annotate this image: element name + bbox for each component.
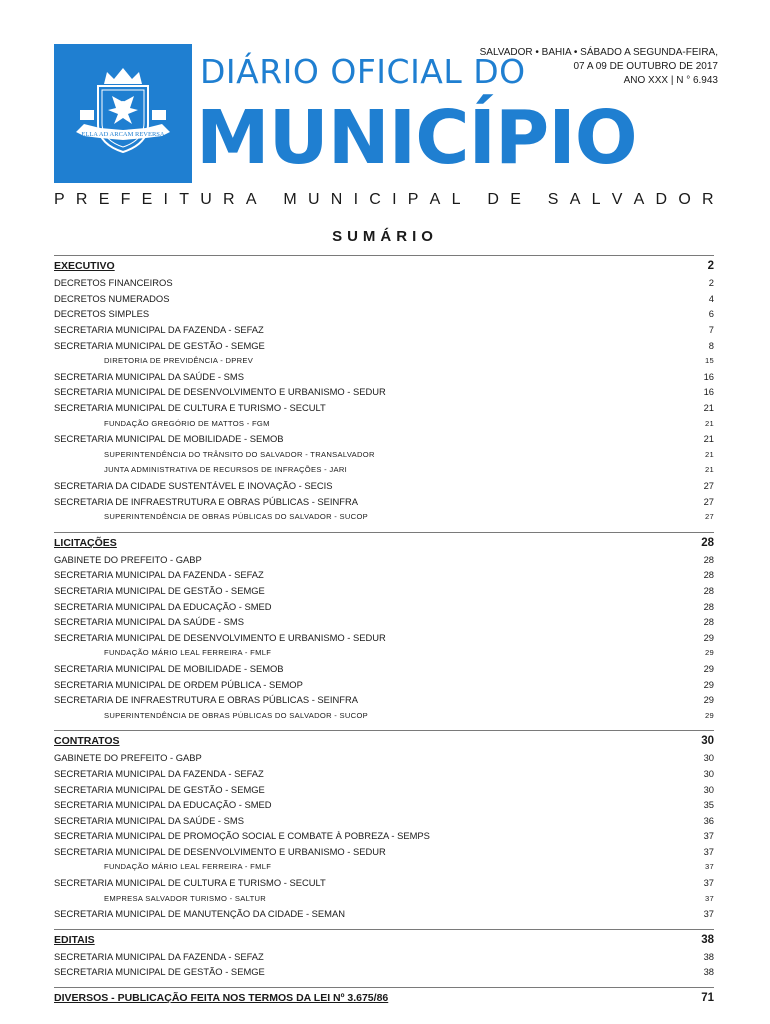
toc-entry[interactable]	[54, 583, 714, 599]
prefeitura-word-gap	[472, 189, 476, 211]
toc-entry-label: SUPERINTENDÊNCIA DO TRÂNSITO DO SALVADOR - TRANSALVADOR	[104, 449, 375, 459]
prefeitura-word-gap	[532, 189, 536, 211]
toc-entry-label: SECRETARIA MUNICIPAL DA EDUCAÇÃO - SMED	[54, 799, 272, 811]
toc-entry-label: SECRETARIA MUNICIPAL DE GESTÃO - SEMGE	[54, 966, 265, 978]
toc-entry[interactable]	[54, 844, 714, 860]
toc-entry-page: 29	[703, 694, 714, 706]
toc-entry-label: DIRETORIA DE PREVIDÊNCIA - DPREV	[104, 356, 254, 366]
toc-entry[interactable]	[54, 431, 714, 447]
toc-entry[interactable]	[54, 275, 714, 291]
toc-entry-label: SECRETARIA MUNICIPAL DE GESTÃO - SEMGE	[54, 584, 265, 596]
toc-section-heading[interactable]	[54, 534, 714, 552]
toc-entry-label: SECRETARIA MUNICIPAL DA EDUCAÇÃO - SMED	[54, 600, 272, 612]
toc-entry-page: 7	[708, 324, 714, 336]
toc-entry-label: EMPRESA SALVADOR TURISMO - SALTUR	[104, 893, 267, 903]
toc-entry[interactable]	[54, 797, 714, 813]
toc-entry-label: GABINETE DO PREFEITO - GABP	[54, 752, 202, 764]
toc-entry-label: SECRETARIA MUNICIPAL DE MOBILIDADE - SEMOB	[54, 433, 284, 445]
toc-subentry[interactable]	[54, 509, 714, 525]
toc-entry-page: 28	[703, 569, 714, 581]
prefeitura-letter: L	[451, 191, 461, 208]
dateline	[480, 46, 718, 88]
prefeitura-letter: A	[569, 191, 581, 208]
toc-entry-label: GABINETE DO PREFEITO - GABP	[54, 553, 202, 565]
toc-entry-label: SECRETARIA MUNICIPAL DE ORDEM PÚBLICA - SEMOP	[54, 678, 303, 690]
toc-entry-page: 38	[703, 966, 714, 978]
toc-entry-page: 29	[704, 648, 714, 658]
toc-entry[interactable]	[54, 322, 714, 338]
toc-entry-label: SECRETARIA MUNICIPAL DA SAÚDE - SMS	[54, 370, 244, 382]
prefeitura-letter: D	[655, 191, 668, 208]
summary-title: SUMÁRIO	[332, 228, 438, 245]
toc-entry-page: 37	[703, 908, 714, 920]
prefeitura-letter: R	[702, 191, 714, 208]
toc-entry-label: DECRETOS FINANCEIROS	[54, 277, 173, 289]
toc-section-heading[interactable]	[54, 989, 714, 1007]
toc-entry-page: 30	[703, 752, 714, 764]
prefeitura-letter: A	[633, 191, 645, 208]
toc-entry-page: 30	[703, 783, 714, 795]
prefeitura-letter: C	[369, 191, 381, 208]
toc-entry-label: SECRETARIA MUNICIPAL DA FAZENDA - SEFAZ	[54, 324, 264, 336]
toc-entry[interactable]	[54, 567, 714, 583]
toc-section-heading[interactable]	[54, 732, 714, 750]
toc-subentry[interactable]	[54, 353, 714, 369]
toc-entry[interactable]	[54, 400, 714, 416]
toc-entry-page: 28	[703, 600, 714, 612]
toc-section-title: DIVERSOS - PUBLICAÇÃO FEITA NOS TERMOS DA LEI Nº 3.675/86	[54, 991, 389, 1004]
toc-entry[interactable]	[54, 875, 714, 891]
prefeitura-letter: O	[678, 191, 691, 208]
toc-entry-label: SECRETARIA MUNICIPAL DA FAZENDA - SEFAZ	[54, 569, 264, 581]
toc-entry-label: SECRETARIA MUNICIPAL DE CULTURA E TURISMO - SECULT	[54, 877, 326, 889]
section-gap	[54, 980, 714, 987]
toc-entry[interactable]	[54, 384, 714, 400]
toc-entry-page: 21	[703, 433, 714, 445]
prefeitura-word-gap	[268, 189, 272, 211]
toc-subentry[interactable]	[54, 890, 714, 906]
toc-entry[interactable]	[54, 676, 714, 692]
toc-entry-label: SECRETARIA MUNICIPAL DE MANUTENÇÃO DA CIDADE - SEMAN	[54, 908, 346, 920]
toc-subentry[interactable]	[54, 859, 714, 875]
toc-entry[interactable]	[54, 369, 714, 385]
toc-entry-label: SECRETARIA MUNICIPAL DE GESTÃO - SEMGE	[54, 339, 265, 351]
prefeitura-letter: E	[141, 191, 153, 208]
toc-section	[54, 532, 714, 724]
toc-entry-page: 30	[703, 767, 714, 779]
toc-section-page: 38	[701, 933, 714, 946]
dateline-location: SALVADOR • BAHIA • SÁBADO A SEGUNDA-FEIRA,	[479, 47, 718, 58]
toc-entry[interactable]	[54, 781, 714, 797]
toc-entry-page: 29	[703, 678, 714, 690]
toc-entry[interactable]	[54, 478, 714, 494]
toc-entry[interactable]	[54, 629, 714, 645]
toc-entry-page: 28	[703, 553, 714, 565]
toc-subentry[interactable]	[54, 447, 714, 463]
toc-subentry[interactable]	[54, 707, 714, 723]
toc-entry-label: SECRETARIA MUNICIPAL DA SAÚDE - SMS	[54, 814, 244, 826]
prefeitura-letter: L	[591, 191, 601, 208]
section-gap	[54, 723, 714, 730]
toc-entry[interactable]	[54, 493, 714, 509]
toc-entry-page: 27	[703, 495, 714, 507]
toc-entry[interactable]	[54, 949, 714, 965]
prefeitura-letter: A	[429, 191, 441, 208]
toc-subentry[interactable]	[54, 645, 714, 661]
toc-section-page: 30	[701, 735, 714, 748]
prefeitura-letter: U	[200, 191, 212, 208]
section-gap	[54, 922, 714, 929]
toc-entry-page: 38	[703, 950, 714, 962]
toc-entry-label: FUNDAÇÃO GREGÓRIO DE MATTOS - FGM	[104, 418, 270, 428]
prefeitura-letter: U	[307, 191, 320, 208]
toc-entry-label: SECRETARIA MUNICIPAL DE DESENVOLVIMENTO E URBANISMO - SEDUR	[54, 386, 386, 398]
toc-entry-label: SECRETARIA DA CIDADE SUSTENTÁVEL E INOVAÇÃO - SECIS	[54, 480, 333, 492]
toc-entry-label: SECRETARIA DE INFRAESTRUTURA E OBRAS PÚBLICAS - SEINFRA	[54, 495, 359, 507]
toc-section-page: 28	[701, 536, 714, 549]
toc-section-title: EDITAIS	[54, 933, 95, 946]
prefeitura-letter: I	[163, 191, 168, 208]
toc-section-title: EXECUTIVO	[54, 260, 115, 272]
prefeitura-letter: R	[75, 191, 88, 208]
toc-entry-page: 36	[703, 814, 714, 826]
toc-entry-label: FUNDAÇÃO MÁRIO LEAL FERREIRA - FMLF	[104, 648, 272, 658]
toc-entry-page: 27	[703, 480, 714, 492]
toc-entry[interactable]	[54, 337, 714, 353]
dateline-date: 07 A 09 DE OUTUBRO DE 2017	[573, 61, 718, 72]
toc-entry-label: SECRETARIA MUNICIPAL DE MOBILIDADE - SEMOB	[54, 662, 284, 674]
toc-entry[interactable]	[54, 964, 714, 980]
toc-entry-page: 28	[703, 584, 714, 596]
toc-entry-page: 29	[704, 710, 714, 720]
toc-entry-page: 37	[704, 893, 714, 903]
toc-entry-page: 16	[703, 386, 714, 398]
prefeitura-letter: V	[611, 191, 623, 208]
toc-entry-page: 37	[703, 877, 714, 889]
toc-entry-page: 37	[704, 862, 714, 872]
toc-entry[interactable]	[54, 750, 714, 766]
toc-entry[interactable]	[54, 661, 714, 677]
toc-section-heading[interactable]	[54, 257, 714, 275]
logo-motto-text: ELLA AD ARCAM REVERSA	[81, 131, 165, 138]
prefeitura-letter: D	[487, 191, 499, 208]
prefeitura-letter: P	[407, 191, 419, 208]
toc-section	[54, 929, 714, 980]
toc-entry-label: SECRETARIA MUNICIPAL DE GESTÃO - SEMGE	[54, 783, 265, 795]
toc-entry-page: 28	[703, 616, 714, 628]
prefeitura-letter: E	[510, 191, 521, 208]
toc-entry-label: SUPERINTENDÊNCIA DE OBRAS PÚBLICAS DO SALVADOR - SUCOP	[104, 512, 369, 522]
toc-section-title: CONTRATOS	[54, 735, 120, 748]
toc-entry-page: 29	[703, 631, 714, 643]
toc-entry[interactable]	[54, 812, 714, 828]
toc-entry-label: DECRETOS SIMPLES	[54, 308, 150, 320]
toc-entry[interactable]	[54, 766, 714, 782]
toc-entry-label: FUNDAÇÃO MÁRIO LEAL FERREIRA - FMLF	[104, 862, 272, 872]
prefeitura-letter: I	[353, 191, 359, 208]
toc-entry[interactable]	[54, 552, 714, 568]
prefeitura-letter: M	[283, 191, 297, 208]
toc-entry-page: 37	[703, 845, 714, 857]
newspaper-title-top: DIÁRIO OFICIAL DO	[200, 52, 526, 91]
toc-entry[interactable]	[54, 828, 714, 844]
toc-entry-label: DECRETOS NUMERADOS	[54, 292, 170, 304]
toc-section-page: 2	[707, 260, 714, 272]
toc-subentry[interactable]	[54, 462, 714, 478]
prefeitura-letter: N	[330, 191, 343, 208]
prefeitura-letter: E	[98, 191, 110, 208]
toc-entry-page: 4	[708, 292, 714, 304]
toc-section	[54, 987, 714, 1007]
toc-section	[54, 730, 714, 922]
toc-section-heading[interactable]	[54, 931, 714, 949]
toc-entry-page: 37	[703, 830, 714, 842]
toc-entry[interactable]	[54, 291, 714, 307]
toc-section	[54, 255, 714, 525]
toc-entry-label: JUNTA ADMINISTRATIVA DE RECURSOS DE INFRAÇÕES - JARI	[104, 465, 348, 475]
prefeitura-letter: A	[245, 191, 257, 208]
coat-of-arms-logo	[54, 44, 192, 183]
newspaper-title-main: MUNICÍPIO	[196, 95, 637, 181]
toc-entry[interactable]	[54, 906, 714, 922]
toc-entry-label: SECRETARIA DE INFRAESTRUTURA E OBRAS PÚBLICAS - SEINFRA	[54, 694, 359, 706]
prefeitura-letter: S	[547, 191, 559, 208]
toc-section-page: 71	[701, 991, 714, 1004]
toc-entry-label: SECRETARIA MUNICIPAL DA FAZENDA - SEFAZ	[54, 950, 264, 962]
toc-subentry[interactable]	[54, 415, 714, 431]
toc-entry-page: 15	[704, 356, 714, 366]
toc-entry[interactable]	[54, 306, 714, 322]
prefeitura-letter: T	[179, 191, 189, 208]
toc-entry-label: SECRETARIA MUNICIPAL DE DESENVOLVIMENTO E URBANISMO - SEDUR	[54, 631, 386, 643]
prefeitura-line	[54, 189, 714, 211]
toc-entry-page: 2	[708, 277, 714, 289]
toc-entry-label: SECRETARIA MUNICIPAL DE CULTURA E TURISMO - SECULT	[54, 402, 326, 414]
toc-entry-page: 27	[704, 512, 714, 522]
coat-of-arms-icon	[54, 44, 192, 183]
toc-entry[interactable]	[54, 598, 714, 614]
toc-entry-page: 29	[703, 662, 714, 674]
toc-entry-page: 8	[708, 339, 714, 351]
prefeitura-letter: F	[120, 191, 131, 208]
toc-entry-page: 16	[703, 370, 714, 382]
toc-entry-page: 21	[704, 449, 714, 459]
toc-section-title: LICITAÇÕES	[54, 536, 117, 549]
toc-entry-page: 21	[704, 418, 714, 428]
toc-entry-page: 35	[703, 799, 714, 811]
toc-entry-page: 21	[704, 465, 714, 475]
prefeitura-letter: P	[54, 191, 65, 208]
toc-entry-page: 6	[708, 308, 714, 320]
section-gap	[54, 525, 714, 532]
prefeitura-letter: R	[223, 191, 235, 208]
table-of-contents	[54, 255, 714, 1007]
toc-entry-label: SECRETARIA MUNICIPAL DE DESENVOLVIMENTO E URBANISMO - SEDUR	[54, 845, 386, 857]
toc-entry[interactable]	[54, 692, 714, 708]
toc-entry-label: SECRETARIA MUNICIPAL DA SAÚDE - SMS	[54, 616, 244, 628]
toc-entry-label: SECRETARIA MUNICIPAL DE PROMOÇÃO SOCIAL E COMBATE À POBREZA - SEMPS	[54, 830, 430, 842]
dateline-edition: ANO XXX | N ° 6.943	[623, 75, 718, 86]
toc-entry-page: 21	[703, 402, 714, 414]
prefeitura-letter: I	[392, 191, 397, 208]
toc-entry[interactable]	[54, 614, 714, 630]
toc-entry-label: SECRETARIA MUNICIPAL DA FAZENDA - SEFAZ	[54, 767, 264, 779]
toc-entry-label: SUPERINTENDÊNCIA DE OBRAS PÚBLICAS DO SALVADOR - SUCOP	[104, 710, 369, 720]
